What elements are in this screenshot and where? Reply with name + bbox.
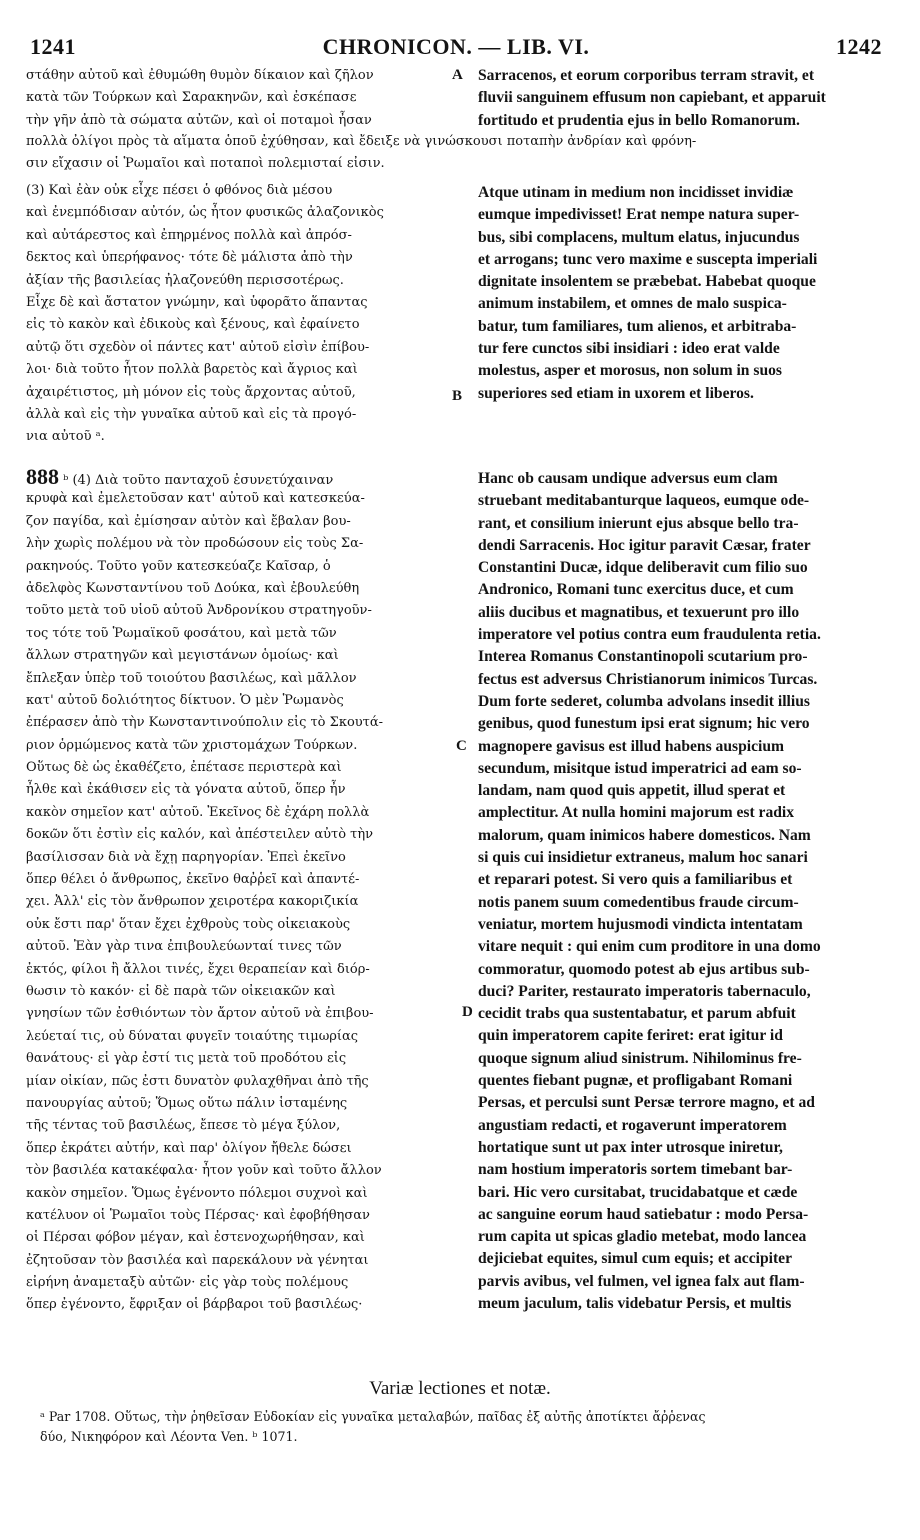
latin-line: superiores sed etiam in uxorem et liberos. xyxy=(478,384,754,402)
greek-line: Εἶχε δὲ καὶ ἄστατον γνώμην, καὶ ὑφορᾶτο ἅπαντας xyxy=(26,294,368,310)
greek-line: τὴν γῆν ἀπὸ τὰ σώματα αὐτῶν, καὶ οἱ ποταμοὶ ἦσαν xyxy=(26,112,372,128)
column-number-right: 1242 xyxy=(836,34,882,59)
greek-line: καὶ αὐτάρεστος καὶ ἐπηρμένος πολλὰ καὶ ἀπρόσ- xyxy=(26,227,352,243)
greek-line: Οὕτως δὲ ὡς ἐκαθέζετο, ἐπέτασε περιστερὰ καὶ xyxy=(26,760,342,776)
greek-line: μίαν οἰκίαν, πῶς ἐστι δυνατὸν φυλαχθῆναι ἀπὸ τῆς xyxy=(26,1073,369,1089)
greek-line: ζον παγίδα, καὶ ἐμίσησαν αὐτὸν καὶ ἔβαλαν βου- xyxy=(26,513,351,529)
greek-line-text: ᵇ (4) Διὰ τοῦτο πανταχοῦ ἐσυνετύχαιναν xyxy=(63,473,334,488)
greek-line: λοι· διὰ τοῦτο ἦτον πολλὰ βαρετὸς καὶ ἄγριος καὶ xyxy=(26,362,358,378)
greek-line: κατέλυον οἱ Ῥωμαῖοι τοὺς Πέρσας· καὶ ἐφοβήθησαν xyxy=(26,1207,370,1223)
latin-line: fluvii sanguinem effusum non capiebant, et apparuit xyxy=(478,89,826,107)
running-title: CHRONICON. — LIB. VI. xyxy=(322,34,590,59)
latin-line: Dum forte sederet, columba advolans insedit illius xyxy=(478,692,810,710)
greek-line: ἀδελφὸς Κωνσταντίνου τοῦ Δούκα, καὶ ἐβουλεύθη xyxy=(26,580,360,596)
latin-line: commoratur, quomodo potest ab ejus artibus sub- xyxy=(478,960,810,978)
margin-marker-d: D xyxy=(462,1004,473,1020)
greek-line: τοῦτο μετὰ τοῦ υἱοῦ αὐτοῦ Ἀνδρονίκου στρατηγοῦν- xyxy=(26,603,372,619)
latin-line: dendi Sarracenis. Hoc igitur paravit Cæsar, frater xyxy=(478,536,811,554)
greek-line: ἐζητοῦσαν τὸν βασιλέα καὶ παρεκάλουν νὰ γένηται xyxy=(26,1252,369,1268)
greek-line: θωσιν τὸ κακόν· εἰ δὲ παρὰ τῶν οἰκειακῶν καὶ xyxy=(26,983,336,999)
margin-marker-c: C xyxy=(456,738,467,754)
greek-line: ἀλλὰ καὶ εἰς τὴν γυναῖκα αὐτοῦ καὶ εἰς τὰ προγό- xyxy=(26,406,357,422)
greek-line: λὴν χωρὶς πολέμου νὰ τὸν προδώσουν εἰς τοὺς Σα- xyxy=(26,536,364,552)
greek-line: οὐκ ἔστι παρ' ὅταν ἔχει ἐχθροὺς τοὺς οἰκειακοὺς xyxy=(26,916,351,932)
latin-line: rum capita ut spicas gladio metebat, modo lancea xyxy=(478,1228,807,1246)
greek-line: ὅπερ ἐκράτει αὐτήν, καὶ παρ' ὀλίγον ἤθελε δώσει xyxy=(26,1140,352,1156)
greek-line: πανουργίας αὐτοῦ; Ὅμως οὕτω πάλιν ἱσταμένης xyxy=(26,1095,348,1111)
greek-line: ὅπερ ἐγένοντο, ἔφριξαν οἱ βάρβαροι τοῦ βασιλέως· xyxy=(26,1297,363,1313)
latin-line: animum instabilem, et omnes de malo suspica- xyxy=(478,295,787,313)
latin-line: vitare nequit : qui enim cum proditore in una domo xyxy=(478,938,821,956)
latin-line: veniatur, mortem hujusmodi vindicta intentatam xyxy=(478,915,803,933)
latin-line: magnopere gavisus est illud habens auspicium xyxy=(478,737,785,755)
greek-line: στάθην αὐτοῦ καὶ ἐθυμώθη θυμὸν δίκαιον καὶ ζῆλον xyxy=(26,68,374,83)
greek-line: γνησίων τῶν ἐσθιόντων τὸν ἄρτον αὐτοῦ νὰ ἐπιβου- xyxy=(26,1006,374,1022)
greek-line: θανάτους· εἰ γὰρ ἐστί τις μετὰ τοῦ προδότου εἰς xyxy=(26,1051,347,1067)
greek-column-top xyxy=(26,65,466,132)
greek-line: δεκτος καὶ ὑπερήφανος· τότε δὲ μάλιστα ἀπὸ τὴν xyxy=(26,250,353,266)
greek-line: ἐπέρασεν ἀπὸ τὴν Κωνσταντινούπολιν εἰς τὸ Σκουτά- xyxy=(26,715,384,731)
greek-line: τος τότε τοῦ Ῥωμαϊκοῦ φοσάτου, καὶ μετὰ τῶν xyxy=(26,625,337,641)
latin-line: molestus, asper et morosus, non solum in suos xyxy=(478,362,782,380)
margin-marker-b: B xyxy=(452,388,463,404)
greek-line: ὅπερ θέλει ὁ ἄνθρωπος, ἐκεῖνο θαῤῥεῖ καὶ ἀπαντέ- xyxy=(26,872,360,888)
latin-line: meum jaculum, talis videbatur Persis, et multis xyxy=(478,1294,792,1312)
greek-line: τὸν βασιλέα κατακέφαλα· ἦτον γοῦν καὶ τοῦτο ἄλλον xyxy=(26,1163,382,1179)
latin-line: struebant meditabanturque laqueos, eumque ode- xyxy=(478,492,810,510)
running-header xyxy=(30,34,882,62)
latin-line: parvis avibus, vel fulmen, vel ignea falx aut flam- xyxy=(478,1272,805,1290)
latin-line: Interea Romanus Constantinopoli scutarium pro- xyxy=(478,648,808,666)
greek-line: ἦλθε καὶ ἐκάθισεν εἰς τὰ γόνατα αὐτοῦ, ὅπερ ἦν xyxy=(26,782,346,798)
notes-heading: Variæ lectiones et notæ. xyxy=(369,1378,551,1399)
latin-line: angustiam redacti, et rogaverunt imperatorem xyxy=(478,1116,787,1134)
latin-line: Atque utinam in medium non incidisset invidiæ xyxy=(478,184,794,201)
greek-line: ριον ὁρμώμενος κατὰ τῶν χριστομάχων Τούρκων. xyxy=(26,737,358,753)
greek-line: αὐτῷ ὅτι σχεδὸν οἱ πάντες κατ' αὐτοῦ εἰσὶν ἐπίβου- xyxy=(26,339,370,355)
latin-line: quoque signum aliud sinistrum. Nihilominus fre- xyxy=(478,1049,802,1067)
latin-line: fortitudo et prudentia ejus in bello Romanorum. xyxy=(478,111,800,129)
latin-line: fectus est adversus Christianorum inimicos Turcas. xyxy=(478,670,818,688)
latin-line: eumque impedivisset! Erat nempe natura super- xyxy=(478,206,800,224)
greek-line: ἄλλων στρατηγῶν καὶ μεγιστάνων ὁμοίως· καὶ xyxy=(26,648,339,664)
greek-line: εἰς τὸ κακὸν καὶ ἐδικοὺς καὶ ξένους, καὶ ἐφαίνετο xyxy=(26,317,360,333)
latin-line: Hanc ob causam undique adversus eum clam xyxy=(478,470,778,487)
greek-line: κακὸν σημεῖον κατ' αὐτοῦ. Ἐκεῖνος δὲ ἐχάρη πολλὰ xyxy=(26,804,370,820)
latin-line: quin imperatorem capite feriret: erat igitur id xyxy=(478,1027,783,1045)
greek-line: οἱ Πέρσαι φόβον μέγαν, καὶ ἐστενοχωρήθησαν, καὶ xyxy=(26,1230,365,1246)
greek-line: ἀχαιρέτιστος, μὴ μόνον εἰς τοὺς ἄρχοντας αὐτοῦ, xyxy=(26,384,356,400)
note-line: δύο, Νικηφόρον καὶ Λέοντα Ven. ᵇ 1071. xyxy=(40,1429,298,1444)
latin-line: malorum, quam inimicos habere domesticos. Nam xyxy=(478,826,811,844)
greek-line: ἔπλεξαν ὑπὲρ τοῦ τοιούτου βασιλέως, καὶ μᾶλλον xyxy=(26,670,357,686)
greek-line: ρακηνούς. Τοῦτο γοῦν κατεσκεύαζε Καῖσαρ, ὁ xyxy=(26,558,331,574)
note-line: ᵃ Par 1708. Οὕτως, τὴν ῥηθεῖσαν Εὐδοκίαν εἰς γυναῖκα μεταλαβών, παῖδας ἐξ αὐτῆς ἀποτίκτει ἄῤῥενας xyxy=(40,1409,706,1424)
latin-paragraph-4 xyxy=(478,468,888,1315)
greek-line: ἀξίαν τῆς βασιλείας ἠλαζονεύθη περισσοτέρως. xyxy=(26,272,344,288)
latin-line: Constantini Ducæ, idque deliberavit cum filio suo xyxy=(478,559,808,577)
greek-line: νια αὐτοῦ ᵃ. xyxy=(26,429,105,445)
latin-line: nam hostium imperatoris sortem timebant bar- xyxy=(478,1161,793,1179)
latin-line: batur, tum familiares, tum alienos, et arbitraba- xyxy=(478,317,797,335)
column-reference-number: 888 xyxy=(26,466,59,489)
greek-line: δοκῶν ὅτι ἐστὶν εἰς καλόν, καὶ ἀπέστειλεν αὐτὸ τὴν xyxy=(26,827,374,843)
latin-line: duci? Pariter, restaurato imperatoris tabernaculo, xyxy=(478,982,811,1000)
column-number-left: 1241 xyxy=(30,34,76,59)
latin-line: bari. Hic vero cursitabat, trucidabatque et cæde xyxy=(478,1183,798,1201)
greek-line: κατ' αὐτοῦ δολιότητος δίκτυον. Ὁ μὲν Ῥωμανὸς xyxy=(26,692,344,708)
greek-line: βασίλισσαν διὰ νὰ ἔχῃ παρηγορίαν. Ἐπεὶ ἐκεῖνο xyxy=(26,849,346,865)
latin-line: aliis ducibus et magnatibus, et texuerunt pro illo xyxy=(478,603,800,621)
greek-line: εἰρήνη ἀναμεταξὺ αὐτῶν· εἰς γὰρ τοὺς πολέμους xyxy=(26,1275,349,1291)
latin-line: rant, et consilium inierunt ejus absque bello tra- xyxy=(478,514,799,532)
latin-line: quentes fiebant pugnæ, et profligabant Romani xyxy=(478,1072,793,1090)
greek-paragraph-3 xyxy=(26,180,466,449)
latin-line: si quis cui insidietur extraneus, malum hoc sanari xyxy=(478,849,808,867)
greek-full-width-line: πολλὰ ὀλίγοι πρὸς τὰ αἵματα ὁποῦ ἐχύθησαν, καὶ ἔδειξε νὰ γινώσκουσι ποταπὴν ἀνδρίαν καὶ φρόνη- xyxy=(26,134,697,149)
latin-line: secundum, misitque istud imperatrici ad eam so- xyxy=(478,759,802,777)
latin-line: tur fere cunctos sibi insidiari : ideo erat valde xyxy=(478,340,780,358)
margin-marker-a: A xyxy=(452,67,463,83)
greek-line: τῆς τέντας τοῦ βασιλέως, ἔπεσε τὸ μέγα ξύλον, xyxy=(26,1118,341,1134)
greek-paragraph-4 xyxy=(26,466,466,1317)
latin-line: imperatore vel potius contra eum fraudulenta retia. xyxy=(478,626,821,644)
latin-column-top xyxy=(478,65,888,132)
latin-line: Sarracenos, et eorum corporibus terram stravit, et xyxy=(478,67,815,84)
latin-line: dejiciebat equites, simul cum equis; et accipiter xyxy=(478,1250,792,1268)
greek-line: κατὰ τῶν Τούρκων καὶ Σαρακηνῶν, καὶ ἐσκέπασε xyxy=(26,90,357,106)
greek-line: χει. Ἀλλ' εἰς τὸν ἄνθρωπον χειροτέρα κακοριζικία xyxy=(26,894,359,910)
greek-line: αὐτοῦ. Ἐὰν γὰρ τινα ἐπιβουλεύωνταί τινες τῶν xyxy=(26,939,342,955)
latin-paragraph-3 xyxy=(478,182,888,405)
latin-line: dignitate insolentem se præbebat. Habebat quoque xyxy=(478,273,816,291)
greek-line xyxy=(26,466,466,488)
greek-line: κρυφὰ καὶ ἐμελετοῦσαν κατ' αὐτοῦ καὶ κατεσκεύα- xyxy=(26,491,365,507)
latin-line: bus, sibi complacens, multum elatus, injucundus xyxy=(478,228,800,246)
latin-line: landam, nam quod quis appetit, illud sperat et xyxy=(478,782,786,800)
greek-line: κακὸν σημεῖον. Ὅμως ἐγένοντο πόλεμοι συχνοὶ καὶ xyxy=(26,1185,368,1201)
latin-line: cecidit trabs qua sustentabatur, et parum abfuit xyxy=(478,1005,796,1023)
latin-line: amplectitur. At nulla homini majorum est radix xyxy=(478,804,795,822)
greek-full-width-line: σιν εἴχασιν οἱ Ῥωμαῖοι καὶ ποταποὶ πολεμισταί εἰσιν. xyxy=(26,156,385,171)
greek-line: (3) Καὶ ἐὰν οὐκ εἶχε πέσει ὁ φθόνος διὰ μέσου xyxy=(26,183,333,198)
latin-line: genibus, quod funestum ipsi erat signum; hic vero xyxy=(478,715,810,733)
latin-line: et reparari potest. Si vero quis a familiaribus et xyxy=(478,871,793,889)
latin-line: ac sanguine eorum haud satiebatur : modo Persa- xyxy=(478,1205,809,1223)
latin-line: Andronico, Romani tunc exercitus duce, et cum xyxy=(478,581,794,599)
latin-line: et arrogans; tunc vero maxime e suscepta imperiali xyxy=(478,250,818,268)
greek-line: ἐκτός, φίλοι ἢ ἄλλοι τινές, ἔχει θεραπείαν καὶ διόρ- xyxy=(26,961,370,977)
greek-line: λεύεταί τις, οὐ δύναται φυγεῖν τοιαύτης τιμωρίας xyxy=(26,1028,359,1044)
latin-line: Persas, et perculsi sunt Persæ terrore magno, et ad xyxy=(478,1094,815,1112)
greek-line: καὶ ἐνεμπόδισαν αὐτόν, ὡς ἦτον φυσικῶς ἀλαζονικὸς xyxy=(26,205,384,221)
latin-line: hortatique sunt ut pax inter utrosque iniretur, xyxy=(478,1138,783,1156)
latin-line: notis panem suum comedentibus fraude circum- xyxy=(478,893,799,911)
variant-readings-notes xyxy=(40,1407,890,1447)
